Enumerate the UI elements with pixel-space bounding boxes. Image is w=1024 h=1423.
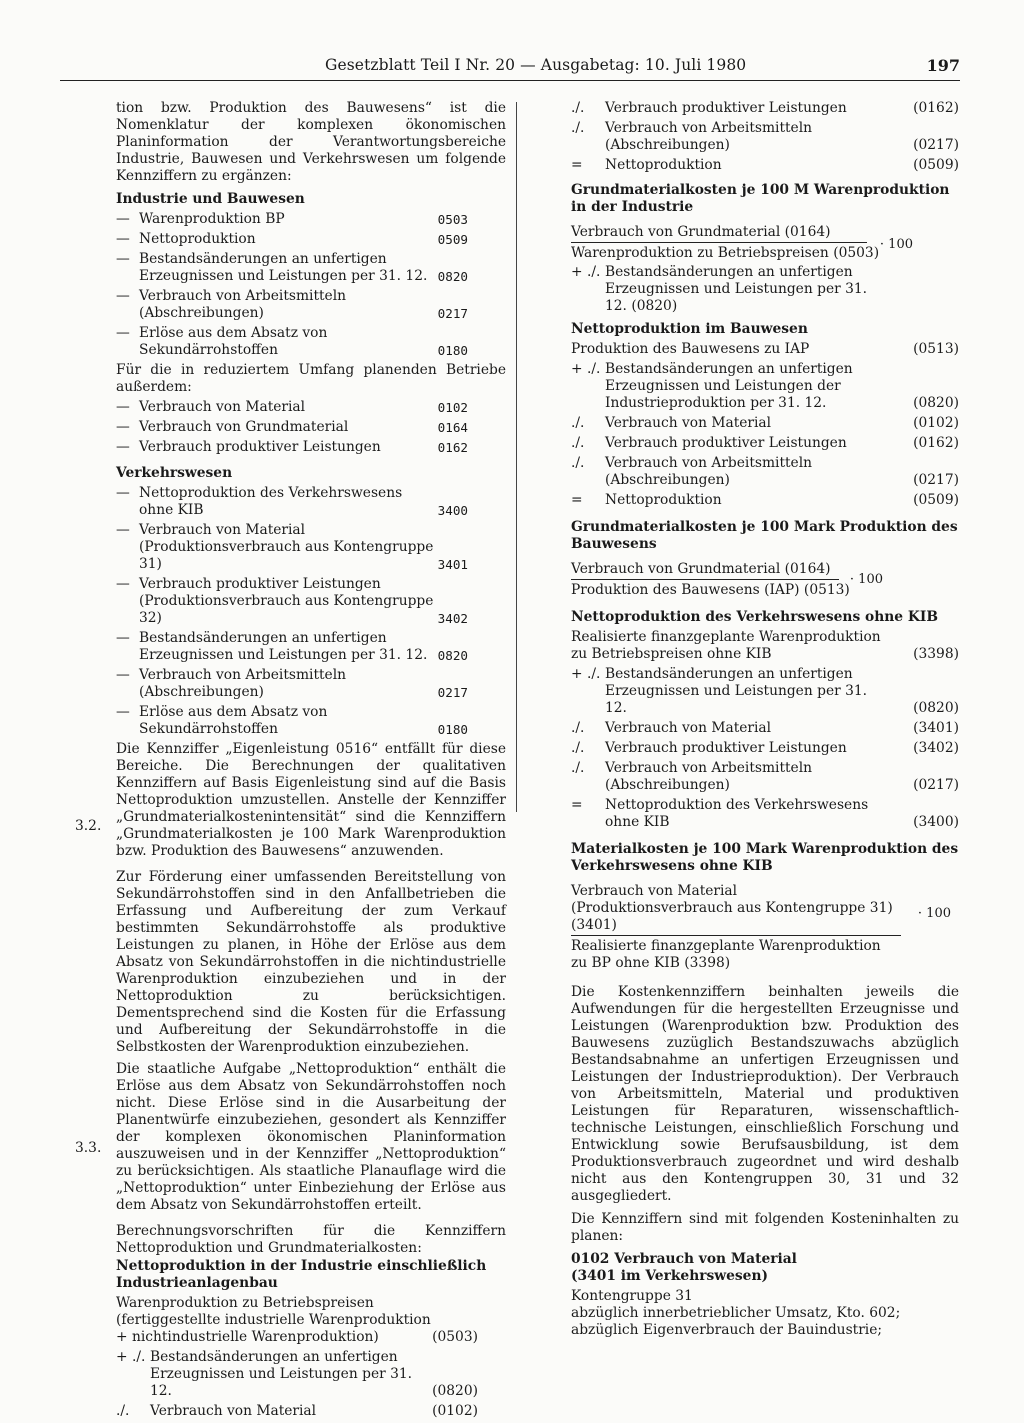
line-text: Produktion des Bauwesens zu IAP bbox=[571, 341, 810, 357]
item-text: Nettoproduktion des Verkehrswesens ohne KIB bbox=[139, 485, 403, 518]
line-code: (3401) bbox=[913, 720, 959, 736]
fraction-extra-term bbox=[571, 264, 959, 315]
list-item bbox=[116, 325, 506, 359]
section-3-2-paragraph-1: Zur Förderung einer umfassenden Bereitstellung von Sekundärrohstoffen sind in den Anfallbetrieben die Erfassung und Aufbereitung der zum Verkauf bestimmten Sekundärrohstoffe als produktive Leistungen zu planen, in Höhe der Erlöse aus dem Absatz von Sekundärrohstoffen in die nichtindustrielle Warenproduktion einzubeziehen und in der Nettoproduktion zu berücksichtigen. Dementsprechend sind die Kosten für die Erfassung und Aufbereitung der Sekundärrohstoffe in die Selbstkosten der Warenproduktion einzubeziehen. bbox=[116, 869, 506, 1055]
item-text: Verbrauch von Arbeitsmitteln (Abschreibungen) bbox=[139, 667, 347, 700]
line-text: Verbrauch von Arbeitsmitteln (Abschreibungen) bbox=[605, 120, 813, 153]
formula-line bbox=[571, 455, 959, 489]
heading-0102: 0102 Verbrauch von Material bbox=[571, 1251, 797, 1267]
term-text: Bestandsänderungen an unfertigen Erzeugnissen und Leistungen per 31. 12. (0820) bbox=[605, 264, 868, 314]
list-0102 bbox=[571, 1288, 959, 1339]
line-text: Nettoproduktion des Verkehrswesens ohne KIB bbox=[605, 797, 869, 830]
item-code: 0217 bbox=[437, 685, 468, 700]
dash: — bbox=[116, 325, 130, 341]
list-item bbox=[116, 439, 506, 456]
operator: + ./. bbox=[571, 666, 601, 682]
item-code: 0180 bbox=[437, 343, 468, 358]
column-divider bbox=[516, 102, 517, 812]
list-item bbox=[116, 399, 506, 416]
multiplier: · 100 bbox=[879, 237, 913, 252]
heading-industrie-bauwesen: Industrie und Bauwesen bbox=[116, 191, 305, 207]
operator: + ./. bbox=[571, 361, 601, 377]
list-item bbox=[116, 231, 506, 248]
line-code: (0217) bbox=[913, 137, 959, 153]
list-item bbox=[116, 576, 506, 627]
dash: — bbox=[116, 522, 130, 538]
line-text: Verbrauch produktiver Leistungen bbox=[605, 435, 847, 451]
line-code: (0162) bbox=[913, 100, 959, 116]
item-text: Verbrauch von Arbeitsmitteln (Abschreibungen) bbox=[139, 288, 347, 321]
formula-line bbox=[116, 1403, 506, 1420]
heading-mk-verkehrswesen: Materialkosten je 100 Mark Warenproduktion des Verkehrswesens ohne KIB bbox=[571, 841, 959, 874]
section-3-3-paragraph: Berechnungsvorschriften für die Kennziffern Nettoproduktion und Grundmaterialkosten: bbox=[116, 1223, 506, 1256]
item-code: 0503 bbox=[437, 212, 468, 227]
formula-np-verkehrswesen bbox=[571, 629, 959, 831]
list-industrie-bauwesen bbox=[116, 211, 506, 359]
dash: — bbox=[116, 576, 130, 592]
denominator: Realisierte finanzgeplante Warenproduktion zu BP ohne KIB (3398) bbox=[571, 938, 881, 971]
list-item bbox=[116, 485, 506, 519]
item-text: Verbrauch von Material (Produktionsverbrauch aus Kontengruppe 31) bbox=[139, 522, 434, 572]
item-text: Erlöse aus dem Absatz von Sekundärrohstoffen bbox=[139, 704, 328, 737]
item-text: Verbrauch von Material bbox=[139, 399, 306, 415]
line-text: Verbrauch produktiver Leistungen bbox=[605, 740, 847, 756]
line-code: (0102) bbox=[913, 415, 959, 431]
formula-line bbox=[571, 760, 959, 794]
formula-line bbox=[571, 666, 959, 717]
operator: ./. bbox=[571, 100, 585, 116]
list-item bbox=[116, 211, 506, 228]
heading-np-bauwesen: Nettoproduktion im Bauwesen bbox=[571, 321, 808, 337]
list-item bbox=[116, 630, 506, 664]
formula-line bbox=[571, 720, 959, 737]
page-number: 197 bbox=[926, 56, 960, 75]
line-text: Verbrauch von Arbeitsmitteln (Abschreibungen) bbox=[605, 455, 813, 488]
line-code: (3402) bbox=[913, 740, 959, 756]
dash: — bbox=[116, 399, 130, 415]
line-text: Nettoproduktion bbox=[605, 157, 722, 173]
item-code: 0820 bbox=[437, 269, 468, 284]
formula-line bbox=[571, 100, 959, 117]
item-code: 0102 bbox=[437, 400, 468, 415]
formula-line bbox=[571, 629, 959, 663]
account-line: abzüglich Eigenverbrauch der Bauindustrie; bbox=[571, 1322, 883, 1338]
formula-line bbox=[571, 361, 959, 412]
formula-np-industrie bbox=[116, 1295, 506, 1420]
formula-line bbox=[571, 120, 959, 154]
dash: — bbox=[116, 251, 130, 267]
multiplier: · 100 bbox=[917, 906, 951, 921]
operator: + ./. bbox=[116, 1349, 146, 1365]
formula-np-industrie-continued bbox=[571, 100, 959, 174]
dash: — bbox=[116, 667, 130, 683]
operator: ./. bbox=[571, 720, 585, 736]
heading-verkehrswesen: Verkehrswesen bbox=[116, 465, 233, 481]
item-code: 3401 bbox=[437, 557, 468, 572]
line-code: (0509) bbox=[913, 157, 959, 173]
dash: — bbox=[116, 288, 130, 304]
line-code: (0513) bbox=[913, 341, 959, 357]
item-code: 0217 bbox=[437, 306, 468, 321]
right-column bbox=[571, 100, 959, 1339]
line-code: (0820) bbox=[432, 1383, 478, 1399]
item-code: 0509 bbox=[437, 232, 468, 247]
operator: ./. bbox=[571, 760, 585, 776]
subheading-3401: (3401 im Verkehrswesen) bbox=[571, 1268, 769, 1284]
line-text: Verbrauch von Material bbox=[605, 415, 772, 431]
dash: — bbox=[116, 439, 130, 455]
item-text: Nettoproduktion bbox=[139, 231, 256, 247]
operator: ./. bbox=[571, 740, 585, 756]
dash: — bbox=[116, 485, 130, 501]
line-text: Verbrauch von Material bbox=[605, 720, 772, 736]
list-reduced bbox=[116, 399, 506, 456]
item-code: 0162 bbox=[437, 440, 468, 455]
multiplier: · 100 bbox=[849, 572, 883, 587]
list-item bbox=[116, 288, 506, 322]
item-text: Bestandsänderungen an unfertigen Erzeugnissen und Leistungen per 31. 12. bbox=[139, 251, 428, 284]
line-text: Bestandsänderungen an unfertigen Erzeugnissen und Leistungen per 31. 12. bbox=[605, 666, 868, 716]
operator: = bbox=[571, 157, 583, 173]
line-text: Bestandsänderungen an unfertigen Erzeugnissen und Leistungen der Industrieproduktion per 31. 12. bbox=[605, 361, 853, 411]
item-code: 0164 bbox=[437, 420, 468, 435]
item-code: 3402 bbox=[437, 611, 468, 626]
denominator: Warenproduktion zu Betriebspreisen (0503) bbox=[571, 245, 880, 261]
formula-line bbox=[571, 415, 959, 432]
list-item bbox=[116, 704, 506, 738]
item-code: 3400 bbox=[437, 503, 468, 518]
operator: + ./. bbox=[571, 264, 601, 280]
list-item bbox=[116, 522, 506, 573]
line-code: (0217) bbox=[913, 777, 959, 793]
line-text: Nettoproduktion bbox=[605, 492, 722, 508]
item-text: Bestandsänderungen an unfertigen Erzeugnissen und Leistungen per 31. 12. bbox=[139, 630, 428, 663]
left-column bbox=[116, 100, 506, 1423]
item-text: Warenproduktion BP bbox=[139, 211, 285, 227]
list-item bbox=[116, 419, 506, 436]
item-text: Verbrauch von Grundmaterial bbox=[139, 419, 349, 435]
formula-np-bauwesen bbox=[571, 341, 959, 509]
eigenleistung-paragraph: Die Kennziffer „Eigenleistung 0516“ entfällt für diese Bereiche. Die Berechnungen der qualitativen Kennziffern auf Basis Eigenleistung sind auf die Basis Nettoproduktion umzustellen. Anstelle der Kennziffer „Grundmaterialkostenintensität“ sind die Kennziffern „Grundmaterialkosten je 100 Mark Warenproduktion bzw. Produktion des Bauwesens“ anzuwenden. bbox=[116, 741, 506, 859]
operator: ./. bbox=[571, 455, 585, 471]
formula-line bbox=[571, 797, 959, 831]
line-code: (0162) bbox=[913, 435, 959, 451]
section-number-3-3: 3.3. bbox=[75, 1140, 102, 1156]
formula-line bbox=[571, 740, 959, 757]
heading-np-verkehrswesen: Nettoproduktion des Verkehrswesens ohne KIB bbox=[571, 609, 938, 625]
formula-line bbox=[571, 341, 959, 358]
dash: — bbox=[116, 704, 130, 720]
gazette-title: Gesetzblatt Teil I Nr. 20 — Ausgabetag: 10. Juli 1980 bbox=[325, 56, 747, 74]
line-text: Verbrauch von Arbeitsmitteln (Abschreibungen) bbox=[605, 760, 813, 793]
fraction-gm-bauwesen bbox=[571, 561, 959, 599]
line-code: (0509) bbox=[913, 492, 959, 508]
numerator: Verbrauch von Material (Produktionsverbrauch aus Kontengruppe 31) (3401) bbox=[571, 883, 901, 936]
formula-line bbox=[571, 157, 959, 174]
dash: — bbox=[116, 231, 130, 247]
heading-gm-bauwesen: Grundmaterialkosten je 100 Mark Produktion des Bauwesens bbox=[571, 519, 958, 552]
item-text: Verbrauch produktiver Leistungen bbox=[139, 439, 381, 455]
section-3-2-paragraph-2: Die staatliche Aufgabe „Nettoproduktion“ enthält die Erlöse aus dem Absatz von Sekundärrohstoffen noch nicht. Diese Erlöse sind in die Ausarbeitung der Planentwürfe einzubeziehen, gesondert als Kennziffer der komplexen ökonomischen Planinformation auszuweisen und in der Kennziffer „Nettoproduktion“ zu berücksichtigen. Als staatliche Planauflage wird die „Nettoproduktion“ unter Einbeziehung der Erlöse aus dem Absatz von Sekundärrohstoffen erteilt. bbox=[116, 1061, 506, 1213]
operator: ./. bbox=[571, 435, 585, 451]
heading-np-industrie: Nettoproduktion in der Industrie einschließlich Industrieanlagenbau bbox=[116, 1258, 487, 1291]
line-text: Verbrauch produktiver Leistungen bbox=[605, 100, 847, 116]
numerator: Verbrauch von Grundmaterial (0164) bbox=[571, 224, 867, 243]
list-item bbox=[116, 251, 506, 285]
formula-line bbox=[571, 492, 959, 509]
kosten-paragraph-2: Die Kennziffern sind mit folgenden Kosteninhalten zu planen: bbox=[571, 1211, 959, 1244]
fraction-mk-verkehrswesen bbox=[571, 883, 959, 972]
account-line: abzüglich innerbetrieblicher Umsatz, Kto. 602; bbox=[571, 1305, 901, 1321]
dash: — bbox=[116, 630, 130, 646]
line-code: (0820) bbox=[913, 395, 959, 411]
item-code: 0820 bbox=[437, 648, 468, 663]
list-item bbox=[116, 667, 506, 701]
operator: ./. bbox=[571, 415, 585, 431]
formula-line bbox=[116, 1295, 506, 1346]
header-rule bbox=[60, 80, 960, 81]
dash: — bbox=[116, 419, 130, 435]
line-text: Bestandsänderungen an unfertigen Erzeugnissen und Leistungen per 31. 12. bbox=[150, 1349, 413, 1399]
line-code: (0503) bbox=[432, 1329, 478, 1345]
item-text: Erlöse aus dem Absatz von Sekundärrohstoffen bbox=[139, 325, 328, 358]
section-number-3-2: 3.2. bbox=[75, 818, 102, 834]
operator: = bbox=[571, 797, 583, 813]
intro-paragraph: tion bzw. Produktion des Bauwesens“ ist die Nomenklatur der komplexen ökonomischen Planinformation der Verantwortungsbereiche Industrie, Bauwesen und Verkehrswesen um folgende Kennziffern zu ergänzen: bbox=[116, 100, 506, 184]
line-code: (0102) bbox=[432, 1403, 478, 1419]
item-code: 0180 bbox=[437, 722, 468, 737]
denominator: Produktion des Bauwesens (IAP) (0513) bbox=[571, 582, 850, 598]
line-text: Verbrauch von Material bbox=[150, 1403, 317, 1419]
dash: — bbox=[116, 211, 130, 227]
page-header bbox=[60, 56, 960, 78]
line-code: (3400) bbox=[913, 814, 959, 830]
formula-line bbox=[116, 1349, 506, 1400]
line-code: (0217) bbox=[913, 472, 959, 488]
line-code: (0820) bbox=[913, 700, 959, 716]
numerator: Verbrauch von Grundmaterial (0164) bbox=[571, 561, 839, 580]
line-text: Realisierte finanzgeplante Warenproduktion zu Betriebspreisen ohne KIB bbox=[571, 629, 881, 662]
list-verkehrswesen bbox=[116, 485, 506, 738]
account-line: Kontengruppe 31 bbox=[571, 1288, 693, 1304]
reduced-paragraph: Für die in reduziertem Umfang planenden Betriebe außerdem: bbox=[116, 362, 506, 395]
line-code: (3398) bbox=[913, 646, 959, 662]
kosten-paragraph: Die Kostenkennziffern beinhalten jeweils die Aufwendungen für die hergestellten Erzeugnisse und Leistungen (Warenproduktion bzw. Produktion des Bauwesens zuzüglich Bestandszuwachs abzüglich Bestandsabnahme an unfertigen Erzeugnissen und Leistungen der Industrieproduktion). Der Verbrauch von Arbeitsmitteln, Material und produktiven Leistungen für Reparaturen, wissenschaftlich-technische Leistungen, einschließlich Forschung und Entwicklung sowie Berufsausbildung, ist dem Produktionsverbrauch zugeordnet und wird deshalb nicht aus den Kontengruppen 30, 31 und 32 ausgegliedert. bbox=[571, 984, 959, 1204]
heading-gm-industrie: Grundmaterialkosten je 100 M Warenproduktion in der Industrie bbox=[571, 182, 950, 215]
line-text: Warenproduktion zu Betriebspreisen (fertiggestellte industrielle Warenproduktion + nichtindustrielle Warenproduktion) bbox=[116, 1295, 431, 1345]
fraction-gm-industrie bbox=[571, 224, 959, 315]
operator: = bbox=[571, 492, 583, 508]
operator: ./. bbox=[116, 1403, 130, 1419]
formula-line bbox=[571, 435, 959, 452]
item-text: Verbrauch produktiver Leistungen (Produktionsverbrauch aus Kontengruppe 32) bbox=[139, 576, 434, 626]
operator: ./. bbox=[571, 120, 585, 136]
